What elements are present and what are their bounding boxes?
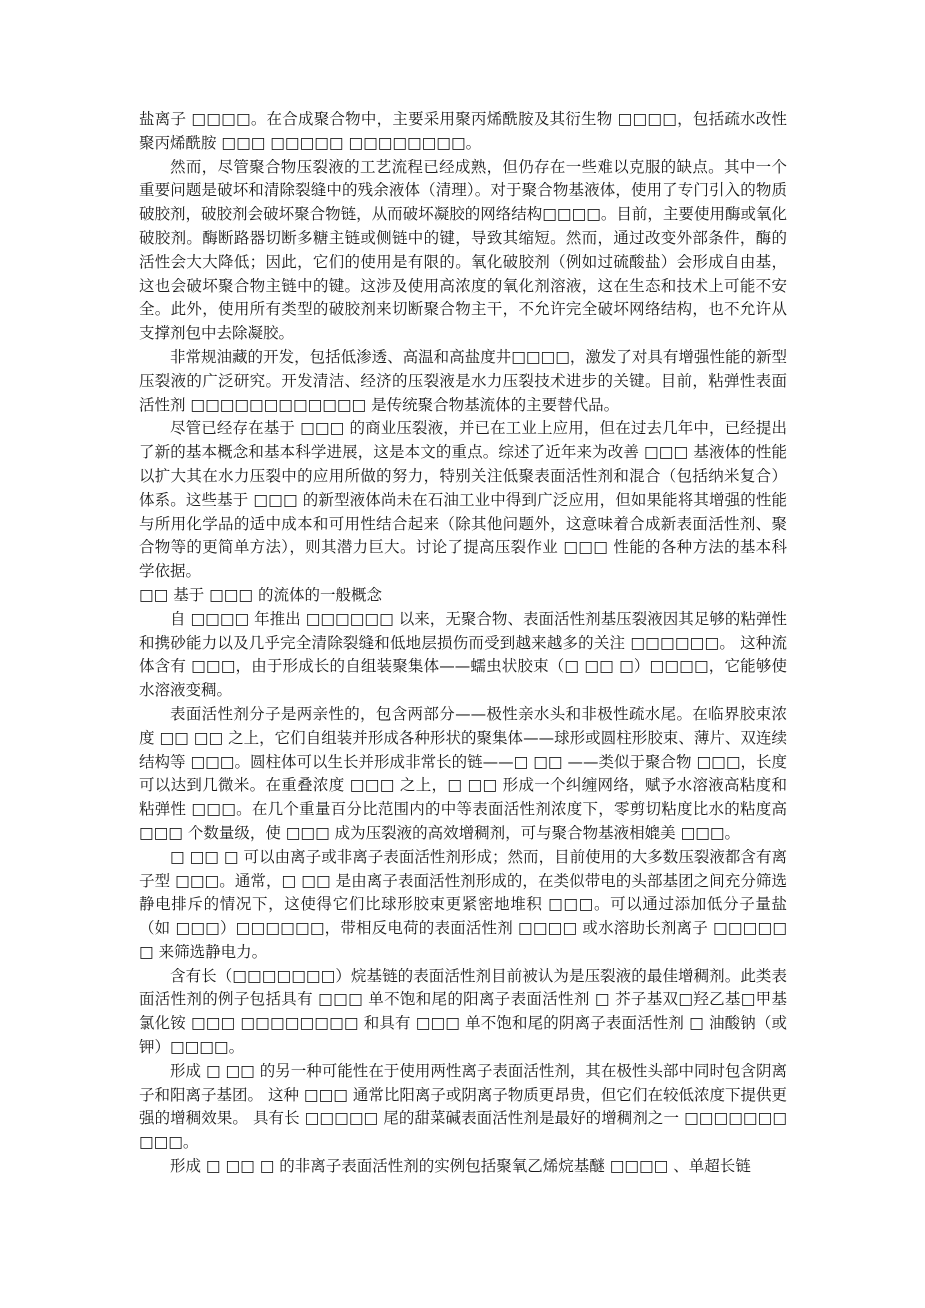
paragraph-2: 然而，尽管聚合物压裂液的工艺流程已经成熟，但仍存在一些难以克服的缺点。其中一个重要问题是破坏和清除裂缝中的残余液体（清理）。对于聚合物基液体，使用了专门引入的物质破胶剂，破胶剂会破坏聚合物链，从而破坏凝胶的网络结构□□□□。目前，主要使用酶或氧化破胶剂。酶断路器切断多糖主链或侧链中的键，导致其缩短。然而，通过改变外部条件，酶的活性会大大降低；因此，它们的使用是有限的。氧化破胶剂（例如过硫酸盐）会形成自由基，这也会破坏聚合物主链中的键。这涉及使用高浓度的氧化剂溶液，这在生态和技术上可能不安全。此外，使用所有类型的破胶剂来切断聚合物主干，不允许完全破坏网络结构，也不允许从支撑剂包中去除凝胶。	[139, 157, 787, 343]
paragraph-8: 含有长（□□□□□□□）烷基链的表面活性剂目前被认为是压裂液的最佳增稠剂。此类表面活性剂的例子包括具有 □□□ 单不饱和尾的阳离子表面活性剂 □ 芥子基双□羟乙基□甲基氯化铵 □□□ □□□□□□□□ 和具有 □□□ 单不饱和尾的阴离子表面活性剂 □ 油酸钠（或钾）□□□□。	[139, 966, 787, 1057]
paragraph-10: 形成 □ □□ □ 的非离子表面活性剂的实例包括聚氧乙烯烷基醚 □□□□ 、单超长链	[170, 1157, 751, 1176]
paragraph-9: 形成 □ □□ 的另一种可能性在于使用两性离子表面活性剂，其在极性头部中同时包含阴离子和阳离子基团。 这种 □□□ 通常比阳离子或阴离子物质更昂贵，但它们在较低浓度下提供更强的增稠效果。 具有长 □□□□□ 尾的甜菜碱表面活性剂是最好的增稠剂之一 □□□□□□□□□□。	[139, 1061, 787, 1152]
document-page	[139, 108, 787, 1179]
paragraph-3: 非常规油藏的开发，包括低渗透、高温和高盐度井□□□□，激发了对具有增强性能的新型压裂液的广泛研究。开发清洁、经济的压裂液是水力压裂技术进步的关键。目前，粘弹性表面活性剂 □□□□□□□□□□□□ 是传统聚合物基流体的主要替代品。	[139, 347, 787, 414]
section-heading: □□ 基于 □□□ 的流体的一般概念	[139, 585, 383, 604]
paragraph-6: 表面活性剂分子是两亲性的，包含两部分——极性亲水头和非极性疏水尾。在临界胶束浓度 □□ □□ 之上，它们自组装并形成各种形状的聚集体——球形或圆柱形胶束、薄片、双连续结构等 □□□。圆柱体可以生长并形成非常长的链——□ □□ ——类似于聚合物 □□□，长度可以达到几微米。在重叠浓度 □□□ 之上，□ □□ 形成一个纠缠网络，赋予水溶液高粘度和粘弹性 □□□。在几个重量百分比范围内的中等表面活性剂浓度下，零剪切粘度比水的粘度高 □□□ 个数量级，使 □□□ 成为压裂液的高效增稠剂，可与聚合物基液相媲美 □□□。	[139, 704, 787, 842]
paragraph-7: □ □□ □ 可以由离子或非离子表面活性剂形成；然而，目前使用的大多数压裂液都含有离子型 □□□。通常，□ □□ 是由离子表面活性剂形成的，在类似带电的头部基团之间充分筛选静电排斥的情况下，这使得它们比球形胶束更紧密地堆积 □□□。可以通过添加低分子量盐（如 □□□）□□□□□□，带相反电荷的表面活性剂 □□□□ 或水溶助长剂离子 □□□□□□ 来筛选静电力。	[139, 847, 787, 961]
paragraph-4: 尽管已经存在基于 □□□ 的商业压裂液，并已在工业上应用，但在过去几年中，已经提出了新的基本概念和基本科学进展，这是本文的重点。综述了近年来为改善 □□□ 基液体的性能以扩大其在水力压裂中的应用所做的努力，特别关注低聚表面活性剂和混合（包括纳米复合）体系。这些基于 □□□ 的新型液体尚未在石油工业中得到广泛应用，但如果能将其增强的性能与所用化学品的适中成本和可用性结合起来（除其他问题外，这意味着合成新表面活性剂、聚合物等的更简单方法），则其潜力巨大。讨论了提高压裂作业 □□□ 性能的各种方法的基本科学依据。	[139, 419, 787, 581]
paragraph-1: 盐离子 □□□□。在合成聚合物中，主要采用聚丙烯酰胺及其衍生物 □□□□，包括疏水改性聚丙烯酰胺 □□□ □□□□□ □□□□□□□□。	[139, 110, 787, 152]
paragraph-5: 自 □□□□ 年推出 □□□□□□ 以来，无聚合物、表面活性剂基压裂液因其足够的粘弹性和携砂能力以及几乎完全清除裂缝和低地层损伤而受到越来越多的关注 □□□□□□。 这种流体含有 □□□，由于形成长的自组装聚集体——蠕虫状胶束（□ □□ □）□□□□，它能够使水溶液变稠。	[139, 609, 787, 700]
